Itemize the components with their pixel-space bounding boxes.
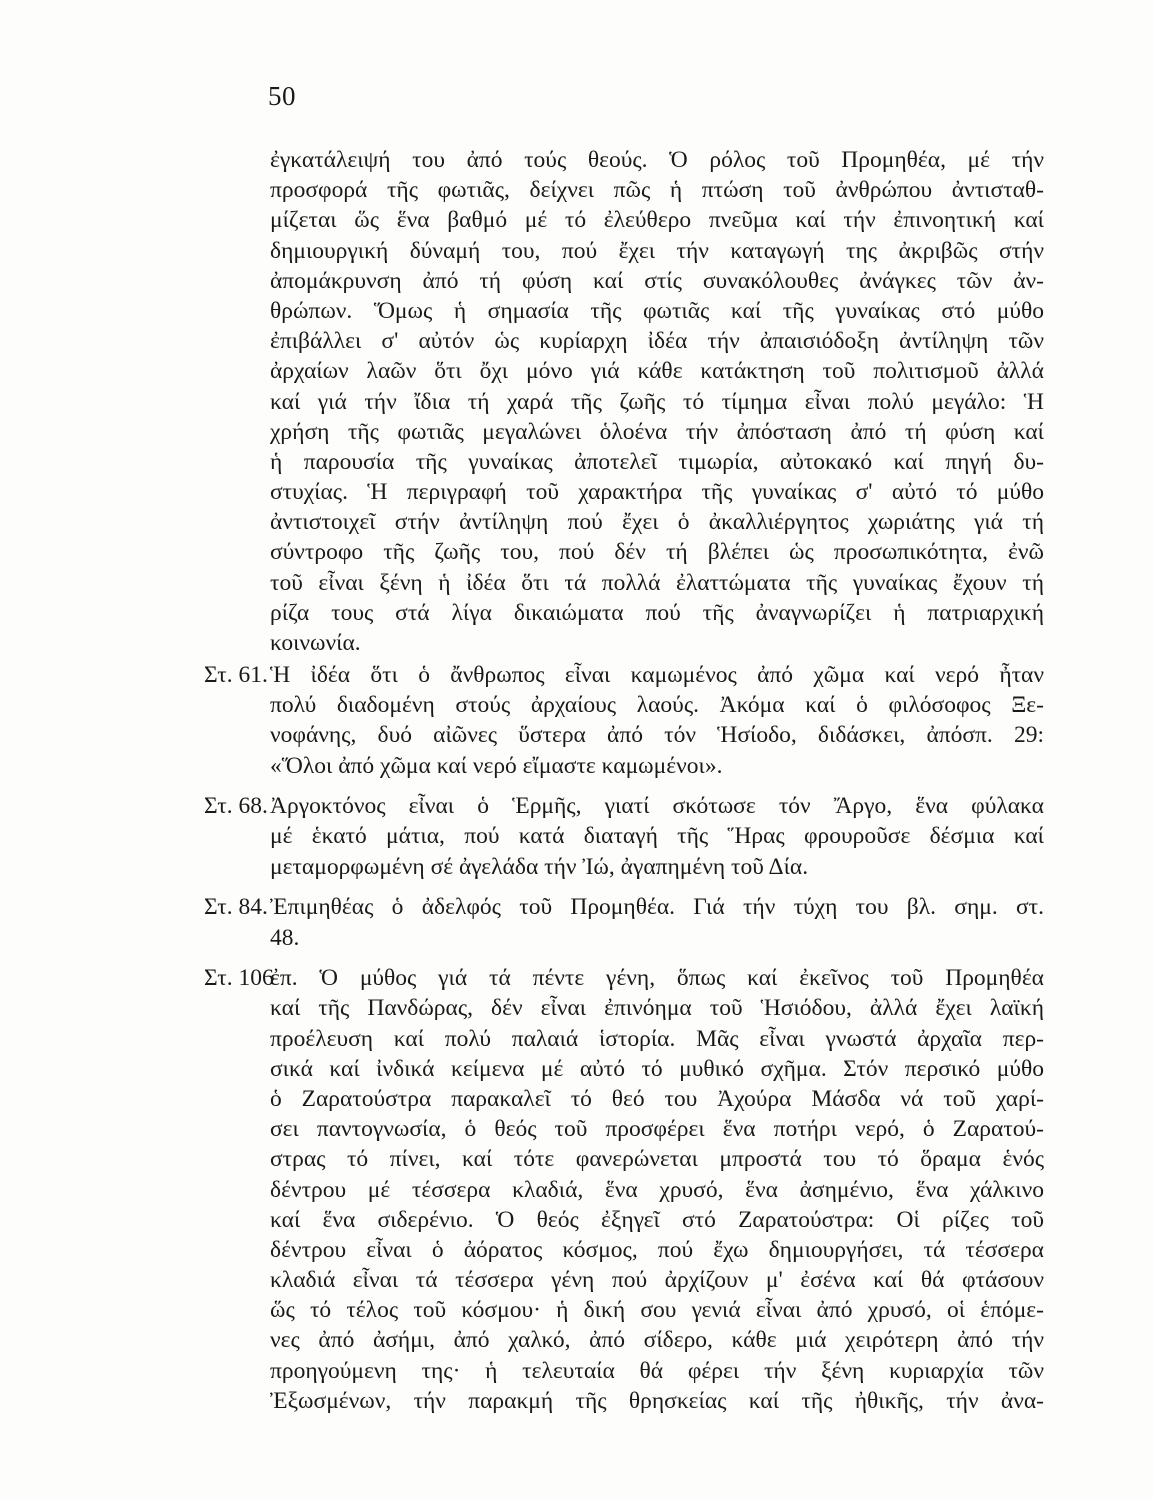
text-line: σύντροφο τῆς ζωῆς του, πού δέν τή βλέπει ὡς προσωπικότητα, ἐνῶ — [270, 539, 1044, 566]
note-body — [270, 660, 1044, 781]
text-line: χρήση τῆς φωτιᾶς μεγαλώνει ὁλοένα τήν ἀπόσταση ἀπό τή φύση καί — [270, 418, 1044, 445]
text-line: πολύ διαδομένη στούς ἀρχαίους λαούς. Ἀκόμα καί ὁ φιλόσοφος Ξε- — [270, 692, 1044, 719]
text-line: ἡ παρουσία τῆς γυναίκας ἀποτελεῖ τιμωρία, αὐτοκακό καί πηγή δυ- — [270, 448, 1044, 475]
text-line: ἐπ. Ὁ μύθος γιά τά πέντε γένη, ὅπως καί ἐκεῖνος τοῦ Προμηθέα — [270, 965, 1044, 992]
text-line: μίζεται ὥς ἕνα βαθμό μέ τό ἐλεύθερο πνεῦμα καί τήν ἐπινοητική καί — [270, 207, 1044, 234]
text-line: ὁ Ζαρατούστρα παρακαλεῖ τό θεό του Ἀχούρα Μάσδα νά τοῦ χαρί- — [270, 1085, 1044, 1112]
note-body — [270, 963, 1044, 1416]
text-line: προσφορά τῆς φωτιᾶς, δείχνει πῶς ἡ πτώση τοῦ ἀνθρώπου ἀντισταθ- — [270, 177, 1044, 204]
note-label: Στ. 106 — [204, 965, 274, 992]
text-line: ἐπιβάλλει σ' αὐτόν ὡς κυρίαρχη ἰδέα τήν ἀπαισιόδοξη ἀντίληψη τῶν — [270, 328, 1044, 355]
text-line: ἀρχαίων λαῶν ὅτι ὄχι μόνο γιά κάθε κατάκτηση τοῦ πολιτισμοῦ ἀλλά — [270, 358, 1044, 385]
text-line: στρας τό πίνει, καί τότε φανερώνεται μπροστά του τό ὅραμα ἑνός — [270, 1146, 1044, 1173]
text-line: ἀπομάκρυνση ἀπό τή φύση καί στίς συνακόλουθες ἀνάγκες τῶν ἀν- — [270, 267, 1044, 294]
note-verse-68 — [204, 791, 1044, 882]
text-line: Ἐπιμηθέας ὁ ἀδελφός τοῦ Προμηθέα. Γιά τήν τύχη του βλ. σημ. στ. — [270, 894, 1044, 921]
note-label: Στ. 61. — [204, 662, 268, 688]
text-line: τοῦ εἶναι ξένη ἡ ἰδέα ὅτι τά πολλά ἐλαττώματα τῆς γυναίκας ἔχουν τή — [270, 569, 1044, 596]
text-line: δέντρου εἶναι ὁ ἀόρατος κόσμος, πού ἔχω δημιουργήσει, τά τέσσερα — [270, 1236, 1044, 1263]
text-line: Ἡ ἰδέα ὅτι ὁ ἄνθρωπος εἶναι καμωμένος ἀπό χῶμα καί νερό ἦταν — [270, 662, 1044, 688]
text-line: καί τῆς Πανδώρας, δέν εἶναι ἐπινόημα τοῦ Ἡσιόδου, ἀλλά ἔχει λαϊκή — [270, 995, 1044, 1022]
text-line: ἐγκατάλειψή του ἀπό τούς θεούς. Ὁ ρόλος τοῦ Προμηθέα, μέ τήν — [270, 147, 1044, 173]
text-line: προέλευση καί πολύ παλαιά ἱστορία. Μᾶς εἶναι γνωστά ἀρχαῖα περ- — [270, 1025, 1044, 1052]
note-body — [270, 791, 1044, 882]
text-line: μεταμορφωμένη σέ ἀγελάδα τήν Ἰώ, ἀγαπημένη τοῦ Δία. — [270, 853, 809, 880]
text-line: ρίζα τους στά λίγα δικαιώματα πού τῆς ἀναγνωρίζει ἡ πατριαρχική — [270, 599, 1044, 626]
text-line: νες ἀπό ἀσήμι, ἀπό χαλκό, ἀπό σίδερο, κάθε μιά χειρότερη ἀπό τήν — [270, 1327, 1044, 1354]
text-line: δέντρου μέ τέσσερα κλαδιά, ἕνα χρυσό, ἕνα ἀσημένιο, ἕνα χάλκινο — [270, 1176, 1044, 1203]
text-line: προηγούμενη της· ἡ τελευταία θά φέρει τήν ξένη κυριαρχία τῶν — [270, 1357, 1044, 1384]
note-verse-106 — [204, 963, 1044, 1416]
text-line: σει παντογνωσία, ὁ θεός τοῦ προσφέρει ἕνα ποτήρι νερό, ὁ Ζαρατού- — [270, 1116, 1044, 1143]
text-line: καί γιά τήν ἴδια τή χαρά τῆς ζωῆς τό τίμημα εἶναι πολύ μεγάλο: Ἡ — [270, 388, 1044, 415]
text-line: κλαδιά εἶναι τά τέσσερα γένη πού ἀρχίζουν μ' ἐσένα καί θά φτάσουν — [270, 1267, 1044, 1294]
text-line: θρώπων. Ὅμως ἡ σημασία τῆς φωτιᾶς καί τῆς γυναίκας στό μύθο — [270, 297, 1044, 324]
verse-notes — [204, 660, 1044, 1427]
note-verse-84 — [204, 892, 1044, 952]
text-line: ὥς τό τέλος τοῦ κόσμου· ἡ δική σου γενιά εἶναι ἀπό χρυσό, οἱ ἑπόμε- — [270, 1297, 1044, 1324]
note-label: Στ. 68. — [204, 793, 268, 820]
text-line: καί ἕνα σιδερένιο. Ὁ θεός ἐξηγεῖ στό Ζαρατούστρα: Οἱ ρίζες τοῦ — [270, 1206, 1044, 1233]
text-line: Ἀργοκτόνος εἶναι ὁ Ἑρμῆς, γιατί σκότωσε τόν Ἄργο, ἕνα φύλακα — [270, 793, 1044, 820]
text-line: σικά καί ἰνδικά κείμενα μέ αὐτό τό μυθικό σχῆμα. Στόν περσικό μύθο — [270, 1055, 1044, 1082]
text-line: στυχίας. Ἡ περιγραφή τοῦ χαρακτήρα τῆς γυναίκας σ' αὐτό τό μύθο — [270, 479, 1044, 506]
text-line: 48. — [270, 924, 300, 951]
intro-paragraph — [270, 145, 1044, 658]
text-line: δημιουργική δύναμή του, πού ἔχει τήν καταγωγή της ἀκριβῶς στήν — [270, 237, 1044, 264]
note-label: Στ. 84. — [204, 894, 268, 921]
text-line: «Ὅλοι ἀπό χῶμα καί νερό εἴμαστε καμωμένοι». — [270, 752, 723, 779]
note-verse-61 — [204, 660, 1044, 781]
note-body — [270, 892, 1044, 952]
page-number: 50 — [268, 81, 296, 111]
text-line: μέ ἑκατό μάτια, πού κατά διαταγή τῆς Ἥρας φρουροῦσε δέσμια καί — [270, 823, 1044, 850]
text-line: κοινωνία. — [270, 630, 361, 656]
text-line: ἀντιστοιχεῖ στήν ἀντίληψη πού ἔχει ὁ ἀκαλλιέργητος χωριάτης γιά τή — [270, 509, 1044, 536]
text-line: νοφάνης, δυό αἰῶνες ὕστερα ἀπό τόν Ἡσίοδο, διδάσκει, ἀπόσπ. 29: — [270, 722, 1044, 749]
text-line: Ἐξωσμένων, τήν παρακμή τῆς θρησκείας καί τῆς ἠθικῆς, τήν ἀνα- — [270, 1387, 1044, 1414]
